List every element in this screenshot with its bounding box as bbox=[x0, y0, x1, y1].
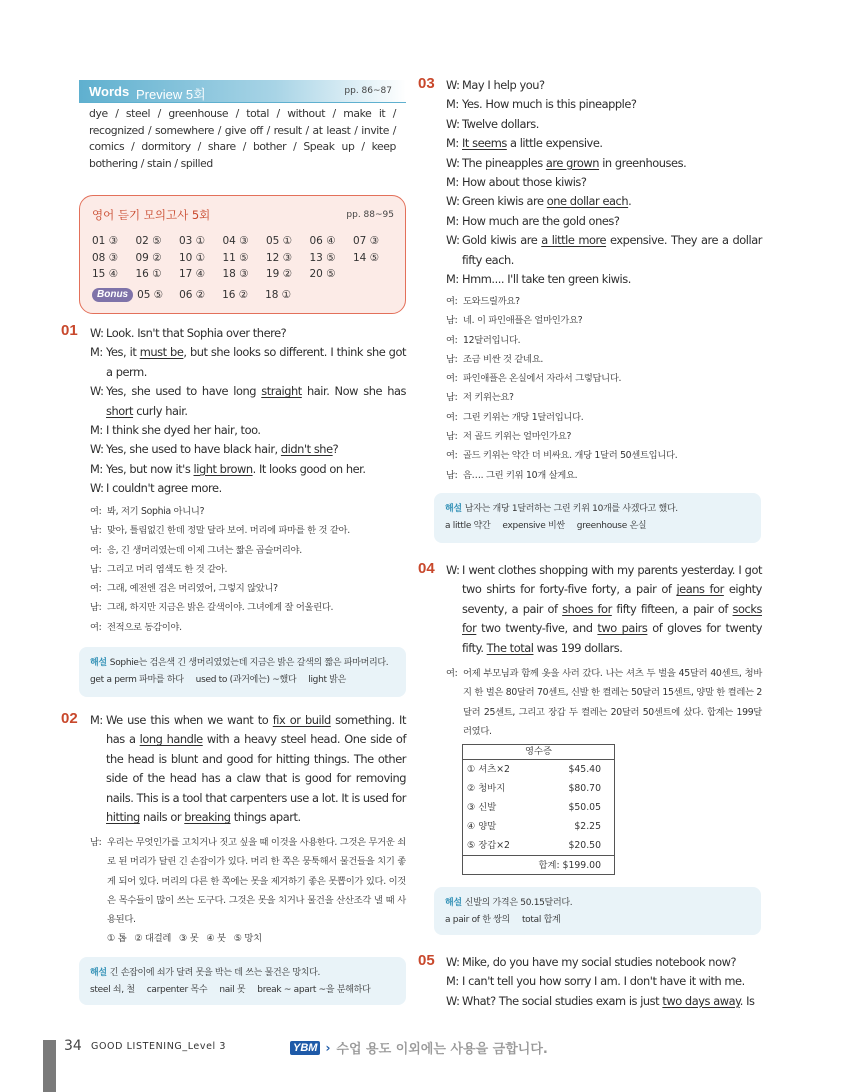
answer-item: 19 ② bbox=[266, 268, 293, 280]
dialogue-line: M: Yes, it must be, but she looks so different. I think she got a perm. bbox=[90, 345, 406, 379]
dialogue-line: M: It seems a little expensive. bbox=[446, 136, 603, 151]
note-label: 해설 bbox=[90, 658, 107, 668]
translation-line: 남: 맞아, 틀림없긴 한데 정말 달라 보여. 머리에 파마를 한 것 같아. bbox=[90, 525, 350, 537]
usage-notice: 수업 용도 이외에는 사용을 금합니다. bbox=[336, 1042, 548, 1057]
footer-side-bar bbox=[43, 1040, 56, 1092]
answer-grid bbox=[92, 233, 392, 283]
dialogue-line: M: I think she dyed her hair, too. bbox=[90, 423, 261, 438]
q03-explanation-note: 해설 남자는 개당 1달러하는 그린 키위 10개를 사겠다고 했다. a little 약간 expensive 비싼 greenhouse 온실 bbox=[434, 493, 761, 543]
note-label: 해설 bbox=[445, 898, 462, 908]
q04-monologue: W: I went clothes shopping with my parents yesterday. I got two shirts for forty-five forty, a pair of jeans for eighty seventy, a pair of shoes for fifty fifteen, a pair of socks for two twenty-five, and two pairs of gloves for twenty fifty. The total was 199 dollars. bbox=[446, 563, 762, 655]
question-number-03: 03 bbox=[418, 75, 435, 92]
dialogue-line: W: Yes, she used to have black hair, didn't she? bbox=[90, 442, 339, 457]
answer-item: 03 ① bbox=[179, 235, 206, 247]
translation-line: 여: 골드 키위는 약간 더 비싸요. 개당 1달러 50센트입니다. bbox=[446, 450, 678, 462]
bonus-row bbox=[92, 288, 308, 302]
q04-explanation-note: 해설 신발의 가격은 50.15달러다. a pair of 한 쌍의 total 합계 bbox=[434, 887, 761, 935]
dialogue-line: M: Yes. How much is this pineapple? bbox=[446, 97, 637, 112]
q02-monologue: M: We use this when we want to fix or build something. It has a long handle with a heavy steel head. One side of the head is blunt and good for hitting things. The other side of the head has a claw that is good for removing nails. This is a tool that carpenters use a lot. It is used for hitting nails or breaking things apart. bbox=[90, 713, 407, 825]
words-pages: pp. 86~87 bbox=[344, 86, 392, 96]
bonus-item: 05 ⑤ bbox=[137, 289, 164, 301]
dialogue-line: M: Hmm.... I'll take ten green kiwis. bbox=[446, 272, 631, 287]
mock-pages: pp. 88~95 bbox=[346, 210, 394, 220]
answer-item: 20 ⑤ bbox=[309, 268, 336, 280]
words-title-rest: Preview 5회 bbox=[136, 87, 206, 102]
answer-item: 17 ④ bbox=[179, 268, 206, 280]
translation-line: 여: 응, 긴 생머리였는데 이제 그녀는 짧은 곱슬머리야. bbox=[90, 544, 302, 556]
translation-line: 남: 조금 비싼 것 같네요. bbox=[446, 353, 544, 365]
q03-translation bbox=[446, 292, 762, 485]
dialogue-line: M: Yes, but now it's light brown. It looks good on her. bbox=[90, 461, 366, 476]
dialogue-line: W: What? The social studies exam is just two days away. Is bbox=[446, 993, 755, 1008]
translation-line: 남: 그래, 하지만 지금은 밝은 갈색이야. 그녀에게 잘 어울린다. bbox=[90, 602, 334, 614]
answer-item: 15 ④ bbox=[92, 268, 119, 280]
translation-line: 남: 음…. 그린 키위 10개 살게요. bbox=[446, 469, 578, 481]
dialogue-line: W: Mike, do you have my social studies notebook now? bbox=[446, 955, 737, 969]
receipt-row: ③ 신발 $50.05 bbox=[467, 802, 601, 813]
translation-line: 여: 전적으로 동감이야. bbox=[90, 621, 182, 633]
translation-line: 여: 파인애플은 온실에서 자라서 그렇답니다. bbox=[446, 373, 622, 385]
translation-line: 여: 그래, 예전엔 검은 머리였어, 그렇지 않았니? bbox=[90, 583, 278, 595]
dialogue-line: W: The pineapples are grown in greenhouses. bbox=[446, 155, 687, 170]
q02-explanation-note: 해설 긴 손잡이에 쇠가 달려 못을 박는 데 쓰는 물건은 망치다. steel 쇠, 철 carpenter 목수 nail 못 break ~ apart ~을 분해하다 bbox=[79, 957, 406, 1005]
receipt-row: ④ 양말 $2.25 bbox=[467, 821, 601, 832]
bonus-item: 16 ② bbox=[222, 289, 249, 301]
translation-line: 남: 저 키위는요? bbox=[446, 392, 514, 404]
dialogue-line: W: Look. Isn't that Sophia over there? bbox=[90, 326, 287, 340]
translation-line: 여: 도와드릴까요? bbox=[446, 296, 520, 307]
receipt-table bbox=[462, 744, 615, 875]
answer-item: 06 ④ bbox=[309, 235, 336, 247]
question-number-04: 04 bbox=[418, 560, 435, 577]
q05-dialogue bbox=[446, 953, 762, 1011]
q04-translation: 여: 어제 부모님과 함께 옷을 사러 갔다. 나는 셔츠 두 벌을 45달러 40센트, 청바지 한 벌은 80달러 70센트, 신발 한 켤레는 50달러 15센트, 양말 한 켤레는 2달러 25센트, 그리고 장갑 두 켤레는 20달러 50센트에 샀다. 합계는 199달러였다. bbox=[446, 668, 762, 737]
mock-title: 영어 듣기 모의고사 5회 bbox=[92, 208, 211, 222]
dialogue-line: W: Green kiwis are one dollar each. bbox=[446, 194, 632, 209]
translation-line: 남: 저 골드 키위는 얼마인가요? bbox=[446, 431, 572, 443]
answer-choices: ① 톱 ② 대걸레 ③ 못 ④ 붓 ⑤ 망치 bbox=[107, 933, 262, 945]
translation-line: 여: 12달러입니다. bbox=[446, 334, 521, 346]
answer-item: 10 ① bbox=[179, 251, 206, 264]
receipt-title: 영수증 bbox=[463, 745, 614, 760]
bonus-item: 18 ① bbox=[265, 289, 292, 301]
note-label: 해설 bbox=[445, 504, 462, 514]
q03-dialogue bbox=[446, 76, 762, 289]
mock-exam-answers-box bbox=[79, 195, 406, 314]
translation-line: 여: 봐, 저기 Sophia 아니니? bbox=[90, 506, 205, 517]
answer-item: 02 ⑤ bbox=[135, 235, 162, 247]
words-title-bold: Words bbox=[89, 84, 130, 99]
answer-item: 08 ③ bbox=[92, 251, 119, 264]
dialogue-line: M: How much are the gold ones? bbox=[446, 213, 620, 228]
q01-dialogue bbox=[90, 324, 406, 499]
answer-row bbox=[92, 266, 392, 283]
bonus-badge: Bonus bbox=[92, 288, 133, 302]
answer-item: 05 ① bbox=[266, 235, 293, 247]
question-number-01: 01 bbox=[61, 322, 78, 339]
chevron-right-icon: › bbox=[325, 1040, 331, 1055]
footer-notice bbox=[290, 1038, 548, 1057]
bonus-item: 06 ② bbox=[179, 289, 206, 301]
dialogue-line: W: Yes, she used to have long straight hair. Now she has short curly hair. bbox=[90, 384, 406, 418]
answer-row bbox=[92, 233, 392, 250]
q01-explanation-note: 해설 Sophie는 검은색 긴 생머리였었는데 지금은 밝은 갈색의 짧은 파마머리다. get a perm 파마를 하다 used to (과거에는) ~했다 light 밝은 bbox=[79, 647, 406, 697]
footer-book-title: GOOD LISTENING_Level 3 bbox=[91, 1041, 227, 1052]
footer-page-number: 34 bbox=[64, 1038, 82, 1054]
question-number-02: 02 bbox=[61, 710, 78, 727]
answer-item: 16 ① bbox=[135, 268, 162, 280]
receipt-total: 합계: $199.00 bbox=[538, 860, 601, 871]
translation-line: 남: 그리고 머리 염색도 한 것 같아. bbox=[90, 563, 228, 575]
words-preview-box bbox=[79, 80, 406, 178]
receipt-row: ② 청바지 $80.70 bbox=[467, 783, 601, 794]
answer-item: 18 ③ bbox=[222, 268, 249, 280]
question-number-05: 05 bbox=[418, 952, 435, 969]
dialogue-line: W: Gold kiwis are a little more expensive. They are a dollar fifty each. bbox=[446, 233, 762, 267]
answer-item: 01 ③ bbox=[92, 235, 119, 247]
ybm-logo: YBM bbox=[290, 1041, 320, 1055]
words-list: dye / steel / greenhouse / total / without / make it / recognized / somewhere / give off / result / at least / invite / comics / dormitory / share / bother / Speak up / keep bothering / stain / spilled bbox=[89, 107, 396, 170]
translation-line: 여: 그린 키위는 개당 1달러입니다. bbox=[446, 411, 584, 423]
answer-item: 14 ⑤ bbox=[353, 251, 380, 264]
q02-translation: 남: 우리는 무엇인가를 고치거나 짓고 싶을 때 이것을 사용한다. 그것은 무거운 쇠로 된 머리가 달린 긴 손잡이가 있다. 머리 한 쪽은 뭉툭해서 물건들을 치기 좋게 되어 있다. 머리의 다른 한 쪽에는 못을 제거하기 좋은 못뽑이가 있다. 이것은 목수들이 많이 쓰는 도구다. 그것은 못을 치거나 물건을 산산조각 낼 때 사용된다. ① 톱 ② 대걸레 ③ 못 ④ 붓 ⑤ 망치 bbox=[90, 833, 406, 949]
dialogue-line: W: May I help you? bbox=[446, 78, 545, 92]
note-label: 해설 bbox=[90, 968, 107, 978]
dialogue-line: M: I can't tell you how sorry I am. I don't have it with me. bbox=[446, 974, 745, 989]
answer-item: 11 ⑤ bbox=[222, 251, 249, 264]
words-preview-header bbox=[79, 80, 406, 103]
q01-translation bbox=[90, 502, 406, 637]
dialogue-line: M: How about those kiwis? bbox=[446, 175, 587, 190]
translation-line: 남: 네. 이 파인애플은 얼마인가요? bbox=[446, 315, 583, 327]
answer-row bbox=[92, 250, 392, 267]
answer-item: 04 ③ bbox=[222, 235, 249, 247]
receipt-row: ⑤ 장갑×2 $20.50 bbox=[463, 836, 614, 856]
dialogue-line: W: I couldn't agree more. bbox=[90, 481, 222, 496]
answer-item: 07 ③ bbox=[353, 235, 380, 247]
receipt-row: ① 셔츠×2 $45.40 bbox=[467, 764, 601, 775]
answer-item: 12 ③ bbox=[266, 251, 293, 264]
answer-item: 09 ② bbox=[135, 251, 162, 264]
answer-item: 13 ⑤ bbox=[309, 251, 336, 264]
dialogue-line: W: Twelve dollars. bbox=[446, 116, 539, 131]
